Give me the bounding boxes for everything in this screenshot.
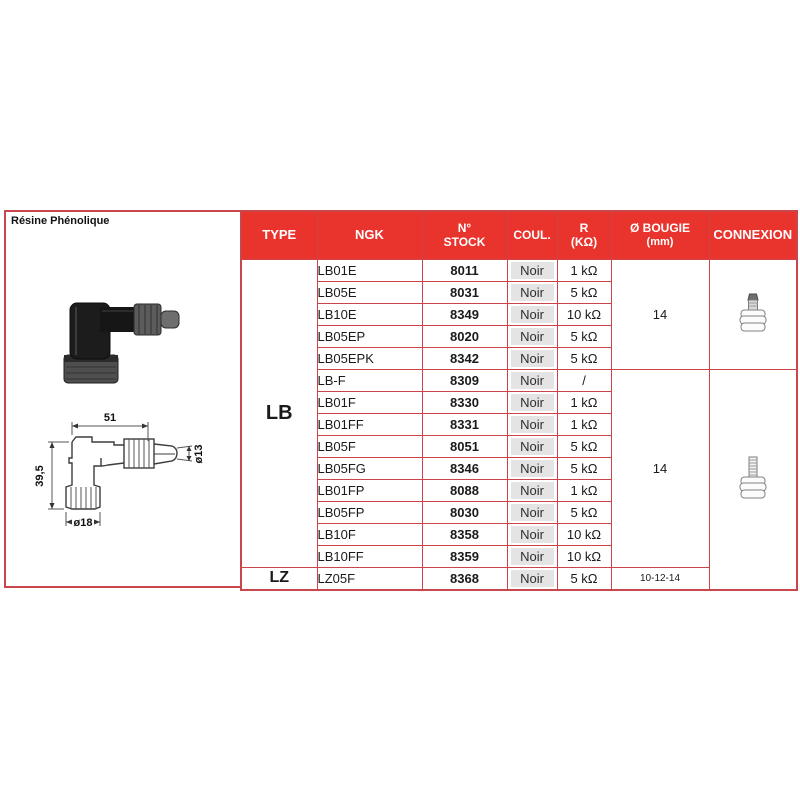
stock-cell: 8331 bbox=[422, 413, 507, 435]
stock-cell: 8088 bbox=[422, 479, 507, 501]
resistance-cell: 1 kΩ bbox=[557, 391, 611, 413]
dim-tip-diameter-label: ø13 bbox=[193, 444, 205, 464]
product-sheet bbox=[4, 210, 798, 591]
bougie-cell-group-f: 14 bbox=[611, 369, 709, 567]
stock-cell: 8030 bbox=[422, 501, 507, 523]
coul-cell: Noir bbox=[507, 413, 557, 435]
ngk-cell: LB05F bbox=[317, 435, 422, 457]
resistance-cell: 1 kΩ bbox=[557, 259, 611, 281]
stock-cell: 8031 bbox=[422, 281, 507, 303]
dim-base-diameter-label: ø18 bbox=[73, 517, 93, 529]
material-label: Résine Phénolique bbox=[11, 215, 110, 227]
bougie-cell-group-e: 14 bbox=[611, 259, 709, 369]
table-row bbox=[241, 259, 797, 281]
resistance-cell: / bbox=[557, 369, 611, 391]
l-shaped-cap-photo-icon bbox=[58, 295, 182, 387]
resistance-cell: 5 kΩ bbox=[557, 567, 611, 590]
stock-cell: 8346 bbox=[422, 457, 507, 479]
type-cell-lb: LB bbox=[241, 259, 317, 567]
ngk-cell: LB05EPK bbox=[317, 347, 422, 369]
ngk-cell: LB05E bbox=[317, 281, 422, 303]
spec-table bbox=[240, 210, 798, 591]
dimension-drawing-icon bbox=[26, 408, 222, 550]
coul-cell: Noir bbox=[507, 523, 557, 545]
resistance-cell: 10 kΩ bbox=[557, 523, 611, 545]
stock-cell: 8309 bbox=[422, 369, 507, 391]
coul-cell: Noir bbox=[507, 325, 557, 347]
ngk-cell: LB-F bbox=[317, 369, 422, 391]
resistance-cell: 5 kΩ bbox=[557, 347, 611, 369]
connexion-cell-group-e bbox=[709, 259, 797, 369]
resistance-cell: 10 kΩ bbox=[557, 545, 611, 567]
stock-cell: 8342 bbox=[422, 347, 507, 369]
resistance-cell: 5 kΩ bbox=[557, 281, 611, 303]
coul-cell: Noir bbox=[507, 391, 557, 413]
header-type: TYPE bbox=[241, 211, 317, 259]
stock-cell: 8020 bbox=[422, 325, 507, 347]
coul-cell: Noir bbox=[507, 303, 557, 325]
stock-cell: 8330 bbox=[422, 391, 507, 413]
connexion-cell-group-f bbox=[709, 369, 797, 590]
ngk-cell: LB05FG bbox=[317, 457, 422, 479]
stock-cell: 8051 bbox=[422, 435, 507, 457]
header-ngk: NGK bbox=[317, 211, 422, 259]
spark-plug-cap-photo bbox=[58, 295, 182, 392]
header-coul: COUL. bbox=[507, 211, 557, 259]
terminal-nut-icon bbox=[736, 292, 770, 334]
coul-cell: Noir bbox=[507, 567, 557, 590]
stock-cell: 8358 bbox=[422, 523, 507, 545]
ngk-cell: LB05EP bbox=[317, 325, 422, 347]
stock-cell: 8368 bbox=[422, 567, 507, 590]
header-row bbox=[241, 211, 797, 259]
coul-cell: Noir bbox=[507, 369, 557, 391]
header-bougie: Ø BOUGIE (mm) bbox=[611, 211, 709, 259]
ngk-cell: LB01F bbox=[317, 391, 422, 413]
header-r: R (KΩ) bbox=[557, 211, 611, 259]
type-cell-lz: LZ bbox=[241, 567, 317, 590]
ngk-cell: LB10FF bbox=[317, 545, 422, 567]
coul-cell: Noir bbox=[507, 435, 557, 457]
stock-cell: 8359 bbox=[422, 545, 507, 567]
dim-length-label: 51 bbox=[103, 412, 117, 424]
dim-height-label: 39,5 bbox=[34, 465, 46, 487]
coul-cell: Noir bbox=[507, 479, 557, 501]
coul-cell: Noir bbox=[507, 545, 557, 567]
stock-cell: 8349 bbox=[422, 303, 507, 325]
bougie-cell-lz: 10-12-14 bbox=[611, 567, 709, 590]
resistance-cell: 1 kΩ bbox=[557, 479, 611, 501]
resistance-cell: 5 kΩ bbox=[557, 457, 611, 479]
table-row bbox=[241, 369, 797, 391]
technical-drawing bbox=[26, 408, 222, 555]
ngk-cell: LZ05F bbox=[317, 567, 422, 590]
ngk-cell: LB01FF bbox=[317, 413, 422, 435]
ngk-cell: LB01E bbox=[317, 259, 422, 281]
ngk-cell: LB10F bbox=[317, 523, 422, 545]
resistance-cell: 1 kΩ bbox=[557, 413, 611, 435]
ngk-cell: LB05FP bbox=[317, 501, 422, 523]
resistance-cell: 5 kΩ bbox=[557, 501, 611, 523]
threaded-stud-icon bbox=[736, 455, 770, 501]
header-connexion: CONNEXION bbox=[709, 211, 797, 259]
resistance-cell: 5 kΩ bbox=[557, 325, 611, 347]
stock-cell: 8011 bbox=[422, 259, 507, 281]
coul-cell: Noir bbox=[507, 259, 557, 281]
coul-cell: Noir bbox=[507, 501, 557, 523]
coul-cell: Noir bbox=[507, 347, 557, 369]
ngk-cell: LB10E bbox=[317, 303, 422, 325]
ngk-cell: LB01FP bbox=[317, 479, 422, 501]
coul-cell: Noir bbox=[507, 457, 557, 479]
resistance-cell: 10 kΩ bbox=[557, 303, 611, 325]
coul-cell: Noir bbox=[507, 281, 557, 303]
header-stock: N° STOCK bbox=[422, 211, 507, 259]
product-illustration-panel bbox=[4, 210, 240, 588]
resistance-cell: 5 kΩ bbox=[557, 435, 611, 457]
